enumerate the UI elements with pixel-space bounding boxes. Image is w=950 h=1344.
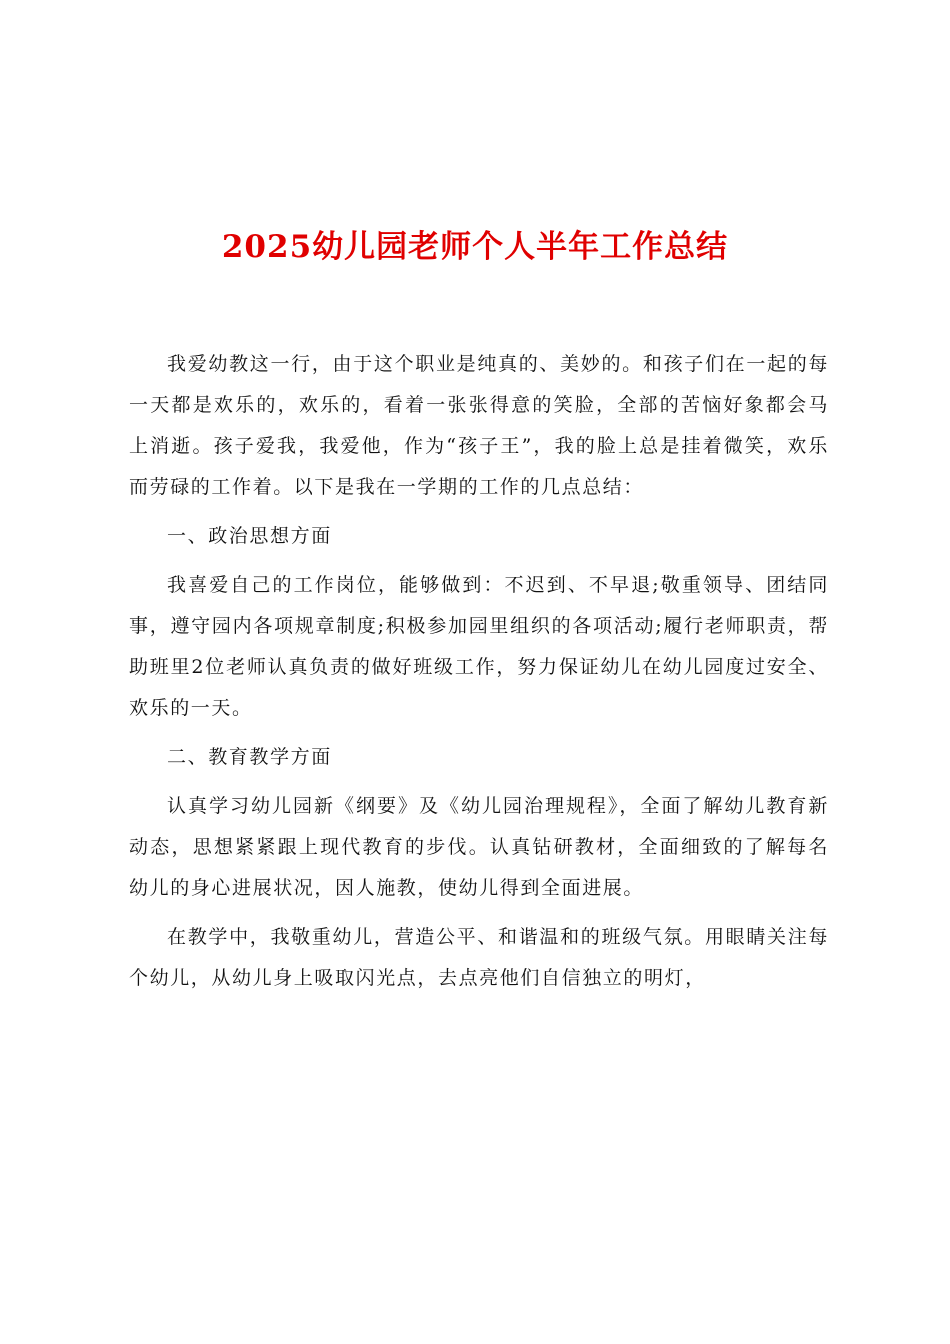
document-title: 2025幼儿园老师个人半年工作总结	[221, 228, 729, 265]
document-body	[129, 344, 829, 1007]
section-heading-teaching: 二、教育教学方面	[167, 746, 332, 768]
paragraph-political: 我喜爱自己的工作岗位，能够做到：不迟到、不早退;敬重领导、团结同事，遵守园内各项规章制度;积极参加园里组织的各项活动;履行老师职责，帮助班里2位老师认真负责的做好班级工作，努力保证幼儿在幼儿园度过安全、欢乐的一天。	[129, 574, 829, 719]
section-heading-political: 一、政治思想方面	[167, 525, 332, 547]
paragraph-teaching-1: 认真学习幼儿园新《纲要》及《幼儿园治理规程》，全面了解幼儿教育新动态，思想紧紧跟上现代教育的步伐。认真钻研教材，全面细致的了解每名幼儿的身心进展状况，因人施教，使幼儿得到全面进展。	[129, 795, 829, 899]
paragraph-teaching-2: 在教学中，我敬重幼儿，营造公平、和谐温和的班级气氛。用眼睛关注每个幼儿，从幼儿身上吸取闪光点，去点亮他们自信独立的明灯，	[129, 926, 829, 989]
paragraph-intro: 我爱幼教这一行，由于这个职业是纯真的、美妙的。和孩子们在一起的每一天都是欢乐的，欢乐的，看着一张张得意的笑脸，全部的苦恼好象都会马上消逝。孩子爱我，我爱他，作为“孩子王”，我的脸上总是挂着微笑，欢乐而劳碌的工作着。以下是我在一学期的工作的几点总结：	[129, 353, 829, 498]
